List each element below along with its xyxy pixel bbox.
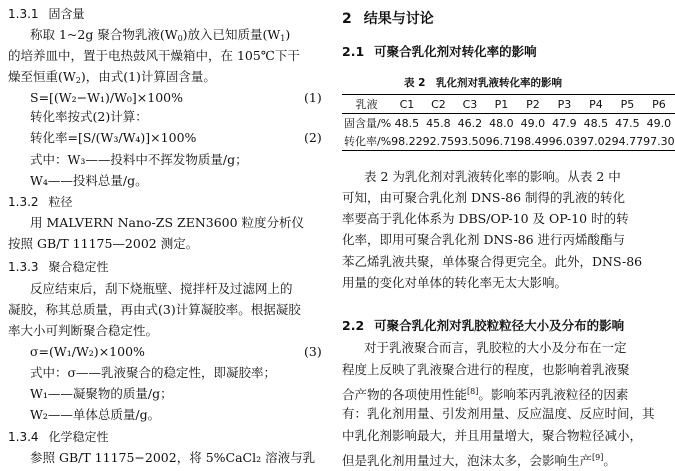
table-cell: 92.75 [422,134,455,148]
table-row-label: 转化率/% [344,135,392,148]
table-header-cell: P6 [652,97,666,111]
table-cell: 97.02 [580,134,612,148]
w4-definition: W₄——投料总量/g。 [30,173,148,188]
table-cell: 94.77 [611,134,644,148]
para6-line3: 合产物的各项使用性能[8]。影响苯丙乳液粒径的因素 [342,387,629,402]
table-cell: 49.0 [646,116,672,130]
table-cell: 48.0 [489,116,514,130]
para5-line4: 化率，即用可聚合乳化剂 DNS-86 进行丙烯酸酯与 [342,232,626,247]
table-header-cell: C3 [462,97,478,111]
table-cell: 46.2 [457,116,483,130]
para5-line6: 用量的变化对单体的转化率无太大影响。 [342,275,568,290]
table-header-cell: P4 [589,97,603,111]
table-header-cell: P2 [526,97,540,111]
table-header-cell: P5 [620,97,635,111]
heading-1-3-2: 1.3.2 粒径 [8,195,73,209]
para6-line6: 但是乳化剂用量过大，泡沫太多，会影响生产[9]。 [342,453,616,468]
table-cell: 98.49 [517,134,549,148]
equation-1-number: (1) [304,90,322,105]
para6-line5: 中乳化剂影响最大，并且用量增大，聚合物粒径减小， [342,428,643,443]
table-cell: 48.5 [583,116,609,130]
table-cell: 96.03 [548,134,581,148]
para6-line2: 程度上反映了乳液聚合进行的程度，也影响着乳液聚 [342,362,630,377]
table-body [342,114,675,151]
heading-1-3-1: 1.3.1 固含量 [8,7,85,21]
para3-line2: 凝胶，称其总质量，再由式(3)计算凝胶率。根据凝胶 [8,302,301,317]
para5-line2: 可知，由可聚合乳化剂 DNS-86 制得的乳液的转化 [342,190,626,205]
equation-3-number: (3) [304,344,322,359]
w1-definition: W₁——凝聚物的质量/g； [30,386,173,401]
table-row [342,114,675,133]
conversion-table [342,94,675,151]
heading-1-3-3: 1.3.3 聚合稳定性 [8,260,109,274]
table-row-label: 固含量/% [344,117,392,130]
table-cell: 97.30 [643,134,675,148]
table-cell: 45.8 [426,116,451,130]
heading-2-1: 2.1 可聚合乳化剂对转化率的影响 [342,44,537,59]
para3-line3: 率大小可判断聚合稳定性。 [8,323,159,338]
table-2-caption: 表 2 乳化剂对乳液转化率的影响 [404,77,562,89]
equation-1: S=[(W₂−W₁)/W₀]×100% [30,90,184,105]
para5-line1: 表 2 为乳化剂对乳液转化率的影响。从表 2 中 [364,169,621,184]
para4-line1: 参照 GB/T 11175−2002，将 5%CaCl₂ 溶液与乳 [30,450,316,465]
table-cell: 49.0 [520,116,546,130]
para1-line1: 称取 1~2g 聚合物乳液$(W_0)$放入已知质量$(W_1)$ [30,27,291,43]
para5-line5: 苯乙烯乳液共聚，单体聚合得更完全。此外，DNS-86 [342,254,643,269]
table-cell: 93.50 [454,134,486,148]
table-header-row [342,95,675,114]
para1-line3: 燥至恒重$(W_2)$，由式(1)计算固含量。 [8,69,216,85]
table-cell: 96.71 [485,134,518,148]
table-header-label: 乳液 [355,98,378,111]
para3-line1: 反应结束后，刮下烧瓶壁、搅拌杆及过滤网上的 [30,281,293,296]
w3-definition: 式中：W₃——投料中不挥发物质量/g； [30,152,248,167]
para2-line1: 用 MALVERN Nano-ZS ZEN3600 粒度分析仪 [30,215,305,230]
equation-2-number: (2) [304,130,322,145]
equation-3: σ=(W₁/W₂)×100% [30,344,145,359]
table-header-cell: P1 [494,97,509,111]
para5-line3: 率要高于乳化体系为 DBS/OP-10 及 OP-10 时的转 [342,211,629,226]
table-cell: 48.5 [394,116,420,130]
table-cell: 47.5 [615,116,640,130]
para6-line4: 有：乳化剂用量、引发剂用量、反应温度、反应时间，其 [342,406,655,421]
table-cell: 47.9 [552,116,577,130]
table-header-cell: P3 [557,97,572,111]
para6-line1: 对于乳液聚合而言，乳胶粒的大小及分布在一定 [364,340,627,355]
sigma-definition: 式中：σ——乳液聚合的稳定性，即凝胶率； [30,365,277,380]
para1-line2: 的培养皿中，置于电热鼓风干燥箱中，在 105℃下干 [8,48,300,63]
table-header-cell: C1 [399,97,415,111]
heading-1-3-4: 1.3.4 化学稳定性 [8,430,109,444]
equation-2: 转化率=[S/(W₃/W₄)]×100% [30,130,197,145]
table-row [342,132,675,151]
section-2-heading: 2 结果与讨论 [342,11,434,27]
heading-2-2: 2.2 可聚合乳化剂对乳胶粒粒径大小及分布的影响 [342,318,625,333]
table-header-cell: C2 [431,97,446,111]
w2-definition: W₂——单体总质量/g。 [30,407,161,422]
citation-9: [9] [592,453,604,462]
citation-8: [8] [467,387,479,396]
table-cell: 98.22 [391,134,423,148]
conversion-intro: 转化率按式(2)计算： [30,109,148,124]
para2-line2: 按照 GB/T 11175—2002 测定。 [8,236,199,251]
